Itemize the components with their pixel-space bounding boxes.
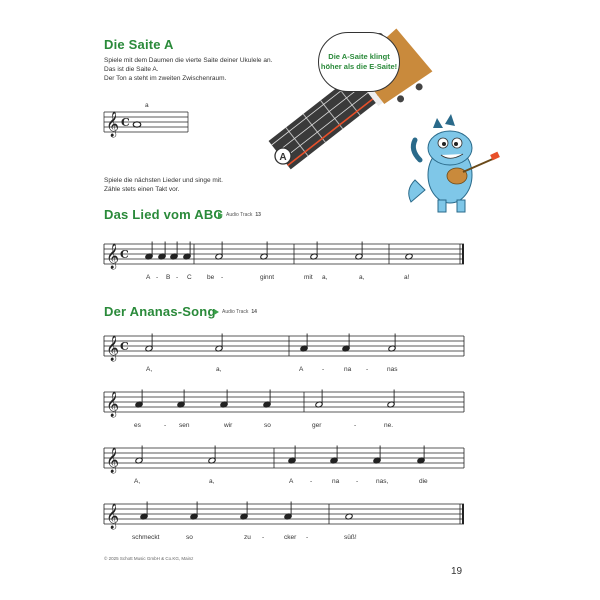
lyrics-song2-line1 [104,366,464,376]
play-icon [218,212,223,218]
treble-clef-icon: 𝄞 [106,244,120,269]
lyric: nas [387,366,398,373]
lyric: A, [134,478,141,485]
lyric: sen [179,422,190,429]
common-time-icon: C [120,248,129,261]
lyrics-song2-line3 [104,478,464,488]
small-ukulele-icon [447,168,467,184]
lyric: - [164,422,167,429]
staff-note-a [104,100,194,140]
lyric: cker [284,534,297,541]
lyric: - [310,478,313,485]
lyrics-song2-line4 [104,534,464,544]
common-time-icon: C [121,116,130,129]
instruction-line-2: Zähle stets einen Takt vor. [104,186,180,193]
lyric: schmeckt [132,534,160,541]
lyric: es [134,422,141,429]
final-bar-line [462,504,464,524]
lyric: so [186,534,193,541]
speech-bubble: Die A-Saite klingt höher als die E-Saite! [318,32,400,92]
section-title-die-saite-a: Die Saite A [104,37,174,52]
lyric: a, [322,274,328,281]
final-bar-line [462,244,464,264]
song-title-lied-vom-abc: Das Lied vom ABC [104,207,224,222]
audio-track-number: 14 [251,309,257,315]
lyric: mit [304,274,313,281]
lyric: ginnt [260,274,275,281]
lyric: ne. [384,422,394,429]
lyric: - [356,478,359,485]
treble-clef-icon: 𝄞 [106,448,120,473]
lyric: B [166,274,171,281]
lyric: a, [359,274,365,281]
lyrics-song1 [104,274,464,284]
lyric: - [176,274,179,281]
audio-label: Audio Track [226,212,253,218]
lyric: A [289,478,294,485]
song-title-ananas-song: Der Ananas-Song [104,304,216,319]
staff-song2-line1 [104,330,466,366]
lyric: die [419,478,428,485]
section1-line-1: Spiele mit dem Daumen die vierte Saite deiner Ukulele an. [104,57,273,64]
common-time-icon: C [120,340,129,353]
lyric: - [221,274,224,281]
lyric: süß! [344,534,357,541]
lyric: C [187,274,192,281]
lyric: na [332,478,340,485]
audio-track-14[interactable] [214,309,257,315]
lyric: nas, [376,478,389,485]
lyric: wir [224,422,233,429]
lyric: - [322,366,325,373]
staff-song2-line3 [104,442,466,478]
string-a-marker-label: A [279,152,287,163]
lyric: - [262,534,265,541]
audio-track-number: 13 [255,212,261,218]
audio-label: Audio Track [222,309,249,315]
lyrics-song2-line2 [104,422,464,432]
audio-track-13[interactable] [218,212,261,218]
lyric: zu [244,534,251,541]
lyric: ger [312,422,322,429]
note-label-a: a [145,102,149,109]
lyric: so [264,422,271,429]
section1-line-3: Der Ton a steht im zweiten Zwischenraum. [104,75,227,82]
lyric: - [156,274,159,281]
play-icon [214,309,219,315]
copyright-footer: © 2025 Schott Music GmbH & Co.KG, Mainz [104,556,194,561]
treble-clef-icon: 𝄞 [106,336,120,361]
staff-song1 [104,238,466,274]
lyric: na [344,366,352,373]
dinosaur-mascot-icon [405,110,505,220]
lyric: - [366,366,369,373]
lyric: - [306,534,309,541]
treble-clef-icon: 𝄞 [106,392,120,417]
lyric: a! [404,274,410,281]
whole-note-a [133,122,141,127]
staff-song2-line4 [104,498,466,534]
treble-clef-icon: 𝄞 [106,112,120,137]
lyric: A [146,274,151,281]
section1-text [104,56,272,83]
section1-line-2: Das ist die Saite A. [104,66,159,73]
lyric: A [299,366,304,373]
lyric: a, [209,478,215,485]
instruction-text [104,176,223,194]
lyric: a, [216,366,222,373]
staff-song2-line2 [104,386,466,422]
lyric: A, [146,366,153,373]
page-number: 19 [451,566,463,577]
instruction-line-1: Spiele die nächsten Lieder und singe mit. [104,177,223,184]
lyric: - [354,422,357,429]
lyric: be [207,274,215,281]
treble-clef-icon: 𝄞 [106,504,120,529]
